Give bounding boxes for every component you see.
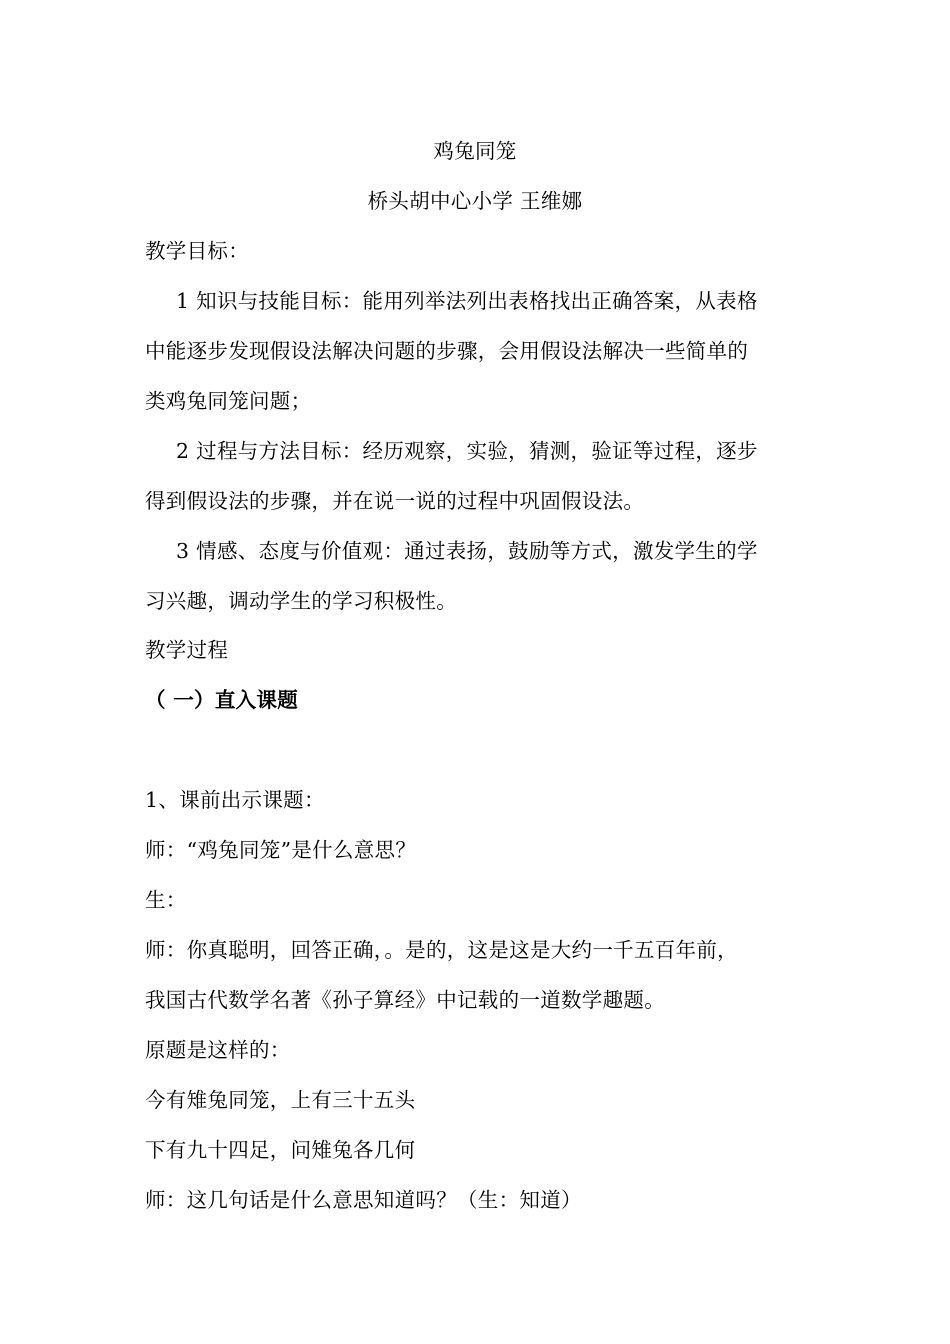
student-answer-1: 生： <box>145 888 187 912</box>
objective-3-line-1: 3 情感、态度与价值观：通过表扬，鼓励等方式，激发学生的学 <box>176 539 758 563</box>
objectives-heading: 教学目标： <box>145 239 249 263</box>
problem-line-1: 今有雉兔同笼，上有三十五头 <box>145 1088 416 1112</box>
objective-1-line-1: 1 知识与技能目标：能用列举法列出表格找出正确答案，从表格 <box>176 289 758 313</box>
teacher-question-1: 师：“鸡兔同笼”是什么意思？ <box>145 838 417 862</box>
original-problem-intro: 原题是这样的： <box>145 1038 291 1062</box>
problem-line-2: 下有九十四足，问雉兔各几何 <box>145 1138 416 1162</box>
objective-2-line-1: 2 过程与方法目标：经历观察，实验，猜测，验证等过程，逐步 <box>176 439 758 463</box>
step-1: 1、课前出示课题： <box>145 788 325 812</box>
section-1-heading: （ 一）直入课题 <box>145 688 299 712</box>
document-title: 鸡兔同笼 <box>433 139 517 163</box>
teacher-line-2: 我国古代数学名著《孙子算经》中记载的一道数学趣题。 <box>145 988 665 1012</box>
teacher-line-1: 师：你真聪明，回答正确，。是的，这是这是大约一千五百年前， <box>145 938 738 962</box>
objective-3-line-2: 习兴趣，调动学生的学习积极性。 <box>145 589 457 613</box>
author-line: 桥头胡中心小学 王维娜 <box>367 189 583 213</box>
objective-1-line-3: 类鸡兔同笼问题； <box>145 389 312 413</box>
process-heading: 教学过程 <box>145 638 229 662</box>
teacher-question-2: 师：这几句话是什么意思知道吗？（生：知道） <box>145 1188 582 1212</box>
objective-1-line-2: 中能逐步发现假设法解决问题的步骤，会用假设法解决一些简单的 <box>145 339 749 363</box>
objective-2-line-2: 得到假设法的步骤，并在说一说的过程中巩固假设法。 <box>145 489 645 513</box>
